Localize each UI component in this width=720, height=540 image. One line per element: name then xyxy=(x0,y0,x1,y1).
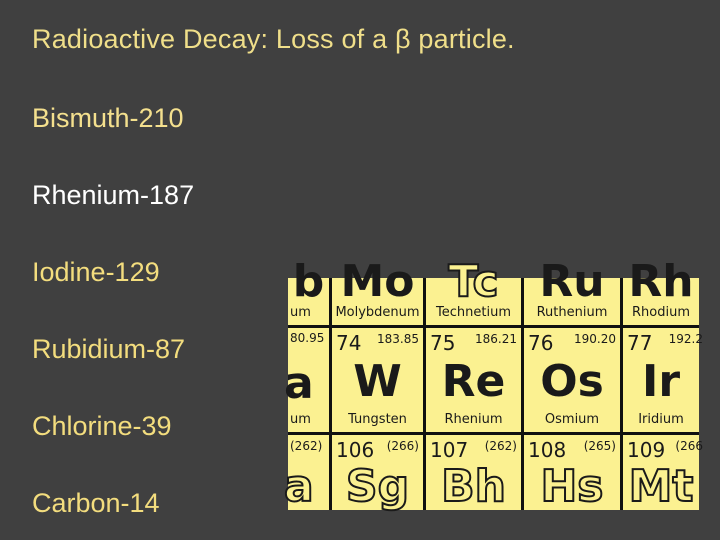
cell-mid-col0: 80.95 a um xyxy=(288,328,329,432)
isotope-item-rubidium: Rubidium-87 xyxy=(32,334,186,364)
cell-rhenium: 75 186.21 Re Rhenium xyxy=(426,328,521,432)
cell-seaborgium: 106 (266) Sg xyxy=(332,435,423,510)
isotope-item-rhenium: Rhenium-187 xyxy=(32,180,195,210)
slide-title: Radioactive Decay: Loss of a β particle. xyxy=(32,24,515,54)
isotope-item-iodine: Iodine-129 xyxy=(32,257,160,287)
cell-top-col0: b um xyxy=(288,278,329,325)
cell-bottom-col0: (262) a xyxy=(288,435,329,510)
cell-rhodium: Rh Rhodium xyxy=(623,278,699,325)
isotope-item-bismuth: Bismuth-210 xyxy=(32,103,184,133)
isotope-item-carbon: Carbon-14 xyxy=(32,488,160,518)
cell-hassium: 108 (265) Hs xyxy=(524,435,620,510)
periodic-table-image xyxy=(284,256,703,512)
cell-osmium: 76 190.20 Os Osmium xyxy=(524,328,620,432)
cell-technetium: Tc Technetium xyxy=(426,278,521,325)
cell-ruthenium: Ru Ruthenium xyxy=(524,278,620,325)
isotope-item-chlorine: Chlorine-39 xyxy=(32,411,172,441)
cell-meitnerium: 109 (266 Mt xyxy=(623,435,699,510)
cell-iridium: 77 192.2 Ir Iridium xyxy=(623,328,699,432)
cell-bohrium: 107 (262) Bh xyxy=(426,435,521,510)
cell-tungsten: 74 183.85 W Tungsten xyxy=(332,328,423,432)
cell-molybdenum: Mo Molybdenum xyxy=(332,278,423,325)
